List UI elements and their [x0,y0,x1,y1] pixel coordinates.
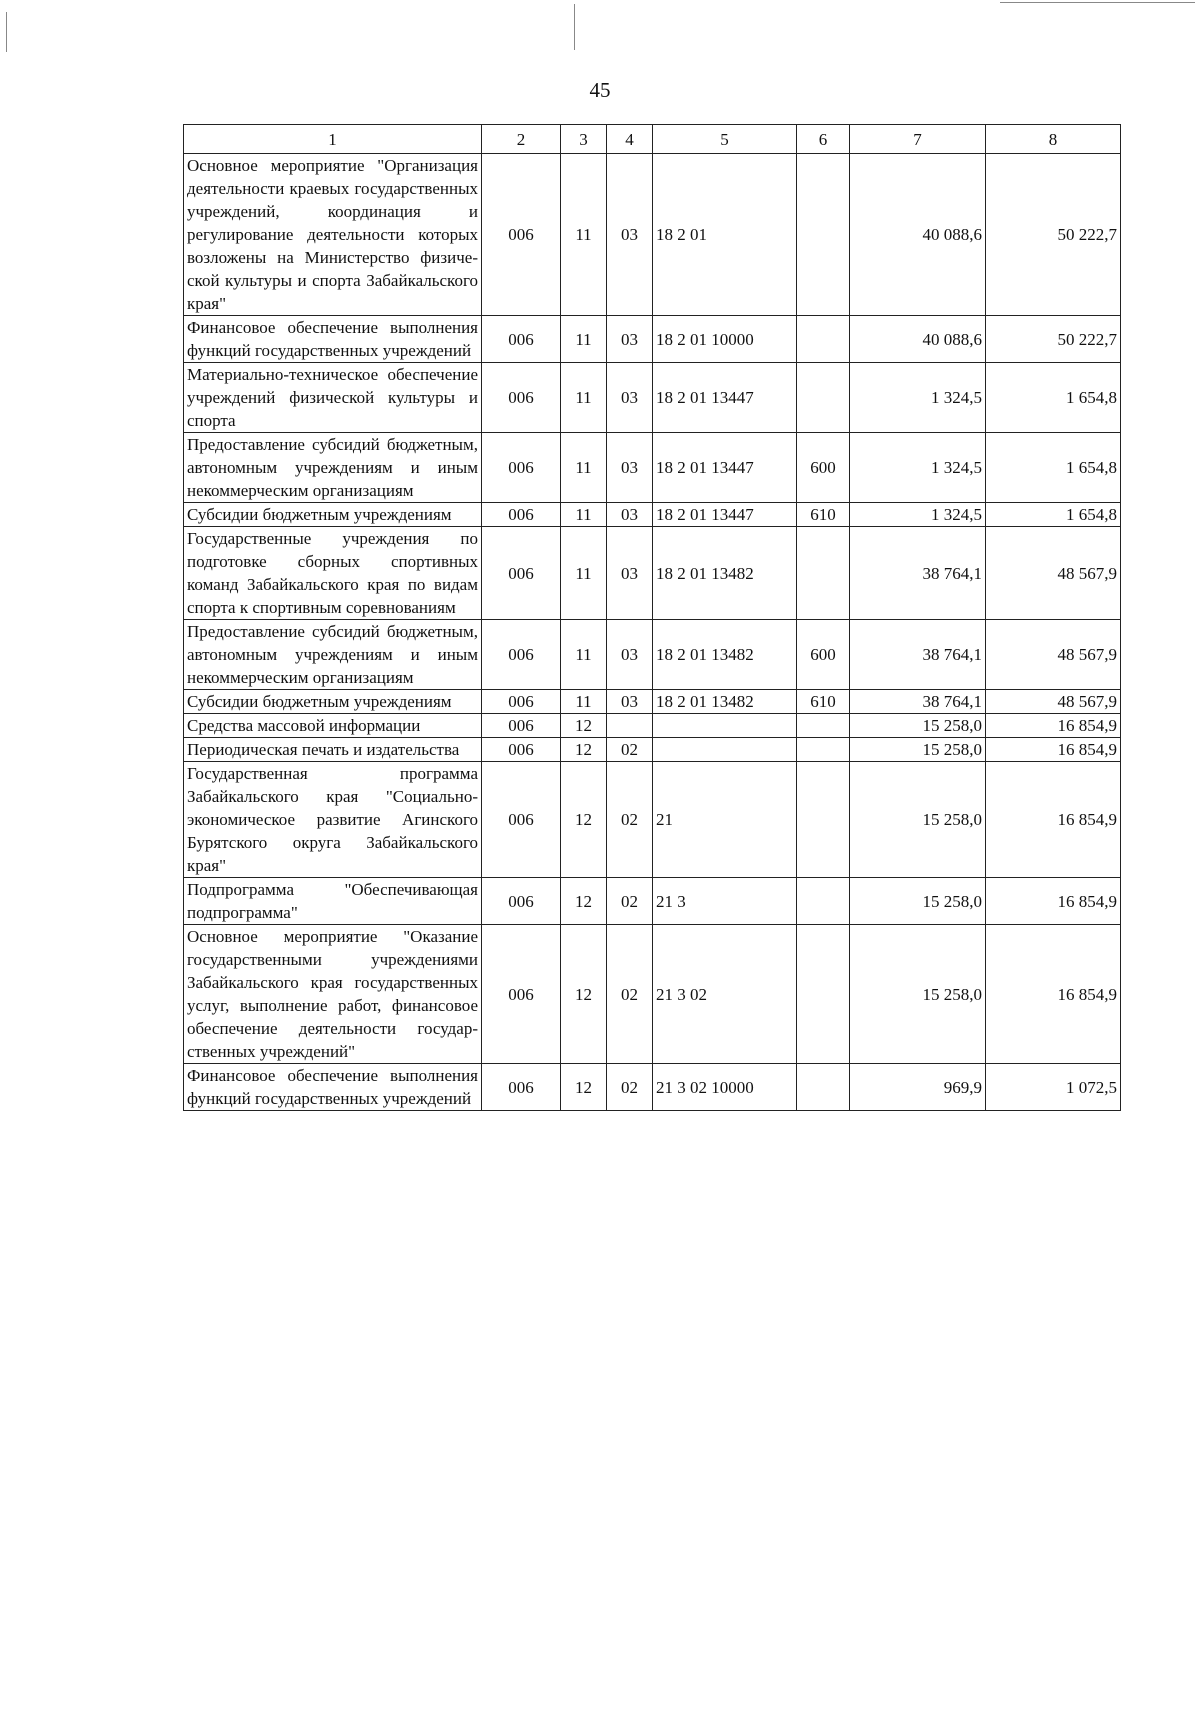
row-ministry-code: 006 [482,714,561,738]
page-number: 45 [589,78,611,102]
row-subsection-code: 03 [607,316,653,363]
row-section-code: 11 [561,620,607,690]
row-amount-col8: 1 654,8 [986,363,1121,433]
row-target-code: 18 2 01 13447 [653,363,797,433]
row-description: Основное мероприятие "Организация деятельности краевых государственных учреждений, координация и регулирование деятельности которых возложены на Министерство физической культуры и спорта Забайкальского края" [184,154,482,316]
row-ministry-code: 006 [482,363,561,433]
row-target-code: 21 3 02 [653,925,797,1064]
row-amount-col8: 1 654,8 [986,433,1121,503]
row-amount-col7: 15 258,0 [850,925,986,1064]
table-row [184,1064,1121,1111]
row-ministry-code: 006 [482,154,561,316]
row-subsection-code: 02 [607,878,653,925]
column-header-1: 1 [184,125,482,154]
row-subsection-code: 02 [607,738,653,762]
column-header-2: 2 [482,125,561,154]
row-amount-col8: 48 567,9 [986,690,1121,714]
row-expense-type: 610 [797,690,850,714]
table-row [184,620,1121,690]
row-section-code: 11 [561,433,607,503]
row-subsection-code: 02 [607,925,653,1064]
row-description: Субсидии бюджетным учреждениям [184,503,482,527]
table-row [184,714,1121,738]
row-amount-col8: 16 854,9 [986,878,1121,925]
row-section-code: 11 [561,154,607,316]
row-amount-col7: 15 258,0 [850,878,986,925]
row-subsection-code: 03 [607,503,653,527]
row-amount-col7: 40 088,6 [850,154,986,316]
row-target-code [653,738,797,762]
row-amount-col7: 15 258,0 [850,714,986,738]
row-amount-col7: 969,9 [850,1064,986,1111]
row-description: Государственная программа Забайкальского края "Социально-экономическое развитие Агинского Бурятского округа Забайкальского края" [184,762,482,878]
table-row [184,154,1121,316]
row-subsection-code: 03 [607,154,653,316]
row-subsection-code: 02 [607,1064,653,1111]
row-expense-type [797,762,850,878]
row-amount-col8: 1 654,8 [986,503,1121,527]
row-expense-type [797,1064,850,1111]
row-expense-type [797,154,850,316]
row-section-code: 12 [561,1064,607,1111]
column-header-4: 4 [607,125,653,154]
scan-mark-right [1000,2,1195,3]
row-amount-col7: 1 324,5 [850,433,986,503]
row-target-code: 21 3 02 10000 [653,1064,797,1111]
row-expense-type: 600 [797,433,850,503]
column-header-7: 7 [850,125,986,154]
row-amount-col8: 16 854,9 [986,714,1121,738]
row-amount-col7: 15 258,0 [850,762,986,878]
row-subsection-code: 03 [607,620,653,690]
row-ministry-code: 006 [482,316,561,363]
row-amount-col8: 50 222,7 [986,154,1121,316]
table-row [184,363,1121,433]
row-expense-type [797,527,850,620]
row-amount-col8: 48 567,9 [986,527,1121,620]
row-ministry-code: 006 [482,925,561,1064]
scan-mark-left [6,12,7,52]
row-expense-type: 600 [797,620,850,690]
row-target-code: 18 2 01 13482 [653,690,797,714]
row-ministry-code: 006 [482,878,561,925]
column-header-8: 8 [986,125,1121,154]
row-amount-col7: 1 324,5 [850,363,986,433]
row-amount-col8: 50 222,7 [986,316,1121,363]
row-amount-col7: 38 764,1 [850,620,986,690]
row-amount-col8: 16 854,9 [986,925,1121,1064]
row-target-code: 18 2 01 [653,154,797,316]
row-amount-col8: 1 072,5 [986,1064,1121,1111]
row-amount-col7: 40 088,6 [850,316,986,363]
table-row [184,762,1121,878]
table-row [184,878,1121,925]
row-subsection-code: 02 [607,762,653,878]
row-subsection-code: 03 [607,527,653,620]
row-section-code: 11 [561,527,607,620]
row-description: Предоставление субсидий бюджетным, автономным учреждениям и иным некоммерческим организациям [184,433,482,503]
row-target-code: 18 2 01 13482 [653,527,797,620]
row-target-code [653,714,797,738]
row-section-code: 11 [561,363,607,433]
column-header-6: 6 [797,125,850,154]
row-amount-col7: 15 258,0 [850,738,986,762]
row-description: Основное мероприятие "Оказание государственными учреждениями Забайкальского края государственных услуг, выполнение работ, финансовое обеспечение деятельности государственных учреждений" [184,925,482,1064]
row-expense-type [797,714,850,738]
row-target-code: 21 [653,762,797,878]
row-description: Финансовое обеспечение выполнения функций государственных учреждений [184,1064,482,1111]
table-row [184,433,1121,503]
table-row [184,316,1121,363]
row-target-code: 18 2 01 13447 [653,503,797,527]
row-section-code: 12 [561,925,607,1064]
row-amount-col7: 38 764,1 [850,690,986,714]
row-amount-col7: 1 324,5 [850,503,986,527]
table-row [184,527,1121,620]
row-subsection-code: 03 [607,433,653,503]
row-section-code: 11 [561,316,607,363]
row-amount-col8: 48 567,9 [986,620,1121,690]
row-ministry-code: 006 [482,620,561,690]
row-expense-type [797,925,850,1064]
row-amount-col8: 16 854,9 [986,738,1121,762]
row-expense-type [797,878,850,925]
row-target-code: 18 2 01 13482 [653,620,797,690]
row-subsection-code: 03 [607,363,653,433]
row-ministry-code: 006 [482,433,561,503]
row-target-code: 18 2 01 13447 [653,433,797,503]
row-description: Субсидии бюджетным учреждениям [184,690,482,714]
row-section-code: 11 [561,690,607,714]
table-row [184,690,1121,714]
row-amount-col8: 16 854,9 [986,762,1121,878]
column-header-3: 3 [561,125,607,154]
row-subsection-code [607,714,653,738]
table-row [184,503,1121,527]
table-row [184,925,1121,1064]
budget-table [183,124,1121,1111]
row-section-code: 12 [561,762,607,878]
row-description: Предоставление субсидий бюджетным, автономным учреждениям и иным некоммерческим организациям [184,620,482,690]
row-expense-type: 610 [797,503,850,527]
row-description: Материально-техническое обеспечение учреждений физической культуры и спорта [184,363,482,433]
row-target-code: 18 2 01 10000 [653,316,797,363]
row-target-code: 21 3 [653,878,797,925]
row-section-code: 12 [561,878,607,925]
row-description: Подпрограмма "Обеспечивающая подпрограмма" [184,878,482,925]
row-expense-type [797,363,850,433]
header-row [184,125,1121,154]
row-ministry-code: 006 [482,1064,561,1111]
row-description: Периодическая печать и издательства [184,738,482,762]
row-section-code: 11 [561,503,607,527]
row-ministry-code: 006 [482,503,561,527]
row-expense-type [797,738,850,762]
row-ministry-code: 006 [482,762,561,878]
row-ministry-code: 006 [482,690,561,714]
scan-mark-top [574,4,575,50]
row-description: Финансовое обеспечение выполнения функций государственных учреждений [184,316,482,363]
row-amount-col7: 38 764,1 [850,527,986,620]
row-expense-type [797,316,850,363]
row-description: Средства массовой информации [184,714,482,738]
table-row [184,738,1121,762]
column-header-5: 5 [653,125,797,154]
row-section-code: 12 [561,738,607,762]
row-ministry-code: 006 [482,527,561,620]
row-subsection-code: 03 [607,690,653,714]
row-description: Государственные учреждения по подготовке сборных спортивных команд Забайкальского края по видам спорта к спортивным соревнованиям [184,527,482,620]
row-section-code: 12 [561,714,607,738]
row-ministry-code: 006 [482,738,561,762]
